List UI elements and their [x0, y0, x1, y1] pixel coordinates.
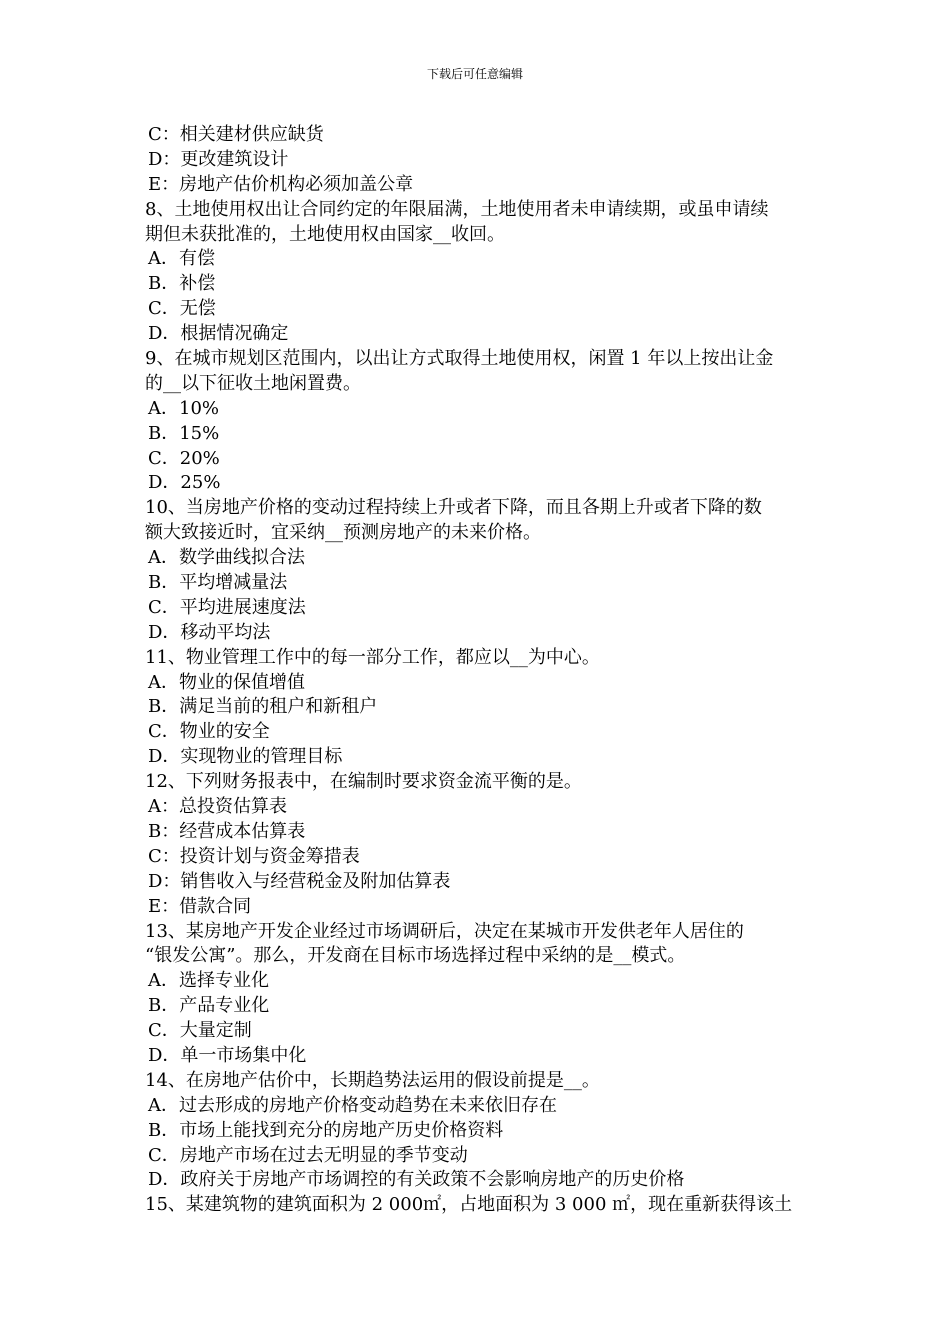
- answer-option: D．单一市场集中化: [148, 1044, 307, 1066]
- answer-option: A：总投资估算表: [148, 796, 287, 818]
- answer-option: B．产品专业化: [148, 995, 270, 1017]
- answer-option: B．满足当前的租户和新租户: [148, 696, 378, 718]
- answer-option: A．10%: [148, 397, 220, 419]
- question-text-line: 13、某房地产开发企业经过市场调研后，决定在某城市开发供老年人居住的: [145, 920, 744, 942]
- answer-option: A．数学曲线拟合法: [148, 547, 305, 569]
- question-text-line: 9、在城市规划区范围内，以出让方式取得土地使用权，闲置 1 年以上按出让金: [145, 348, 774, 370]
- page-header: 下载后可任意编辑: [426, 67, 523, 81]
- answer-option: C．房地产市场在过去无明显的季节变动: [148, 1144, 468, 1166]
- answer-option: A．过去形成的房地产价格变动趋势在未来依旧存在: [148, 1094, 557, 1116]
- answer-option: B：经营成本估算表: [148, 820, 306, 842]
- question-text-line: 15、某建筑物的建筑面积为 2 000㎡，占地面积为 3 000 ㎡，现在重新获得该土: [145, 1194, 793, 1216]
- question-text-line: “银发公寓”。那么，开发商在目标市场选择过程中采纳的是__模式。: [145, 945, 686, 967]
- answer-option: C．20%: [148, 447, 220, 469]
- question-text-line: 期但未获批准的，土地使用权由国家__收回。: [145, 223, 505, 245]
- answer-option: D．移动平均法: [148, 621, 271, 643]
- answer-option: D．实现物业的管理目标: [148, 746, 343, 768]
- answer-option: D．政府关于房地产市场调控的有关政策不会影响房地产的历史价格: [148, 1169, 685, 1191]
- answer-option: D．根据情况确定: [148, 323, 289, 345]
- question-text-line: 的__以下征收土地闲置费。: [145, 372, 361, 394]
- answer-option: E：借款合同: [148, 895, 252, 917]
- answer-option: E：房地产估价机构必须加盖公章: [148, 173, 414, 195]
- answer-option: C：相关建材供应缺货: [148, 124, 324, 145]
- answer-option: C．无偿: [148, 298, 216, 320]
- answer-option: B．市场上能找到充分的房地产历史价格资料: [148, 1119, 504, 1141]
- question-text-line: 14、在房地产估价中，长期趋势法运用的假设前提是__。: [145, 1069, 600, 1091]
- answer-option: A．物业的保值增值: [148, 671, 305, 693]
- answer-option: B．补偿: [148, 273, 216, 295]
- answer-option: A．有偿: [148, 248, 215, 270]
- question-text-line: 11、物业管理工作中的每一部分工作，都应以__为中心。: [145, 646, 600, 668]
- answer-option: C：投资计划与资金筹措表: [148, 845, 360, 867]
- answer-option: D：销售收入与经营税金及附加估算表: [148, 870, 451, 892]
- answer-option: D．25%: [148, 472, 221, 494]
- answer-option: B．15%: [148, 422, 220, 444]
- answer-option: C．大量定制: [148, 1020, 252, 1042]
- document-body: [145, 123, 810, 1218]
- answer-option: A．选择专业化: [148, 970, 269, 992]
- question-text-line: 8、土地使用权出让合同约定的年限届满，土地使用者未申请续期，或虽申请续: [145, 198, 769, 220]
- answer-option: C．物业的安全: [148, 721, 270, 743]
- answer-option: C．平均进展速度法: [148, 596, 306, 618]
- question-text-line: 12、下列财务报表中，在编制时要求资金流平衡的是。: [145, 771, 582, 793]
- question-text-line: 额大致接近时，宜采纳__预测房地产的未来价格。: [145, 522, 541, 544]
- question-text-line: 10、当房地产价格的变动过程持续上升或者下降，而且各期上升或者下降的数: [145, 497, 762, 519]
- answer-option: D：更改建筑设计: [148, 148, 289, 170]
- answer-option: B．平均增减量法: [148, 572, 288, 594]
